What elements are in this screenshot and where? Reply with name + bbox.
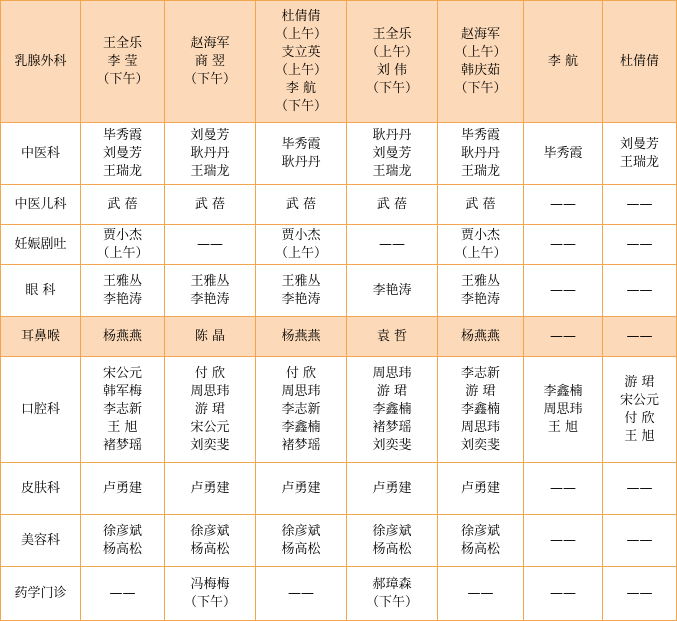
schedule-cell [603, 185, 677, 225]
doctor-entry: 贾小杰 [281, 227, 321, 243]
doctor-entry: —— [550, 480, 576, 496]
doctor-entry: 武 蓓 [465, 196, 496, 212]
department-name: 中医儿科 [1, 185, 81, 225]
department-name: 中医科 [1, 123, 81, 185]
doctor-entry: 冯梅梅 [190, 576, 230, 592]
schedule-cell [347, 357, 438, 463]
doctor-entry: 李鑫楠 [281, 419, 321, 435]
doctor-entry: 杜倩倩 [281, 8, 321, 24]
doctor-entry: 贾小杰 [460, 227, 500, 243]
doctor-entry: 武 蓓 [107, 196, 138, 212]
schedule-cell [81, 265, 165, 317]
schedule-cell [256, 1, 347, 123]
doctor-entry: —— [550, 282, 576, 298]
doctor-entry: 商 翌 [194, 53, 226, 69]
schedule-cell [81, 123, 165, 185]
schedule-cell [256, 317, 347, 357]
doctor-entry: 付 欣 [194, 365, 226, 381]
department-name: 美容科 [1, 515, 81, 567]
schedule-cell [603, 123, 677, 185]
doctor-entry: 李 航 [285, 80, 317, 96]
schedule-cell [603, 463, 677, 515]
doctor-entry: （下午） [365, 594, 418, 610]
doctor-entry: 周思玮 [281, 383, 321, 399]
department-name: 妊娠剧吐 [1, 225, 81, 265]
doctor-entry: —— [626, 236, 653, 252]
schedule-cell [256, 463, 347, 515]
schedule-cell [524, 185, 603, 225]
doctor-entry: 毕秀霞 [460, 127, 500, 143]
schedule-cell [438, 1, 524, 123]
doctor-entry: 王 旭 [547, 419, 579, 435]
schedule-cell [603, 357, 677, 463]
schedule-cell [256, 265, 347, 317]
schedule-cell [165, 123, 256, 185]
schedule-cell [603, 515, 677, 567]
doctor-entry: 武 蓓 [376, 196, 408, 212]
doctor-entry: 游 珺 [624, 374, 655, 390]
doctor-entry: （上午） [365, 44, 418, 60]
doctor-entry: 徐彦斌 [102, 523, 142, 539]
doctor-entry: —— [550, 196, 576, 212]
schedule-cell [256, 515, 347, 567]
doctor-entry: 宋公元 [190, 419, 230, 435]
doctor-entry: 李志新 [460, 365, 500, 381]
schedule-cell [81, 567, 165, 621]
doctor-entry: 武 蓓 [194, 196, 226, 212]
doctor-entry: 王 旭 [624, 428, 655, 444]
schedule-cell [256, 357, 347, 463]
schedule-cell [347, 225, 438, 265]
doctor-entry: 付 欣 [624, 410, 655, 426]
doctor-entry: 徐彦斌 [372, 523, 412, 539]
schedule-row [1, 1, 677, 123]
doctor-entry: 刘奕斐 [372, 437, 412, 453]
schedule-cell [524, 515, 603, 567]
doctor-entry: 卢勇建 [460, 480, 500, 496]
doctor-entry: 周思玮 [372, 365, 412, 381]
schedule-body [1, 1, 677, 621]
schedule-cell [165, 567, 256, 621]
schedule-cell [347, 185, 438, 225]
schedule-cell [165, 317, 256, 357]
schedule-cell [347, 567, 438, 621]
schedule-cell [165, 265, 256, 317]
doctor-entry: 杨燕燕 [102, 328, 142, 344]
doctor-entry: —— [197, 236, 223, 252]
department-name: 耳鼻喉 [1, 317, 81, 357]
doctor-entry: 韩军梅 [102, 383, 142, 399]
doctor-entry: 毕秀霞 [102, 127, 142, 143]
schedule-cell [347, 1, 438, 123]
doctor-entry: 赵海军 [460, 26, 500, 42]
doctor-entry: —— [550, 236, 576, 252]
schedule-cell [524, 357, 603, 463]
doctor-entry: （下午） [183, 71, 236, 87]
doctor-entry: 王瑞龙 [190, 163, 230, 179]
doctor-entry: 李鑫楠 [543, 383, 583, 399]
schedule-cell [256, 123, 347, 185]
schedule-cell [81, 357, 165, 463]
schedule-cell [347, 317, 438, 357]
schedule-row [1, 515, 677, 567]
doctor-entry: 徐彦斌 [460, 523, 500, 539]
doctor-entry: 王全乐 [372, 26, 412, 42]
doctor-entry: （下午） [454, 80, 507, 96]
schedule-cell [347, 515, 438, 567]
doctor-entry: 王全乐 [102, 35, 142, 51]
department-name: 眼 科 [1, 265, 81, 317]
doctor-entry: 郝璋森 [372, 576, 412, 592]
doctor-entry: 毕秀霞 [281, 136, 321, 152]
department-name: 皮肤科 [1, 463, 81, 515]
doctor-entry: 刘奕斐 [190, 437, 230, 453]
doctor-entry: 卢勇建 [281, 480, 321, 496]
schedule-cell [165, 185, 256, 225]
schedule-cell [256, 567, 347, 621]
schedule-cell [81, 225, 165, 265]
schedule-cell [524, 265, 603, 317]
schedule-cell [81, 1, 165, 123]
schedule-cell [81, 185, 165, 225]
doctor-entry: —— [626, 282, 653, 298]
doctor-entry: 游 珺 [465, 383, 496, 399]
doctor-entry: 游 珺 [194, 401, 226, 417]
schedule-cell [165, 515, 256, 567]
schedule-cell [438, 357, 524, 463]
doctor-entry: —— [550, 328, 576, 344]
doctor-entry: 周思玮 [190, 383, 230, 399]
doctor-entry: 褚梦瑶 [102, 437, 142, 453]
doctor-entry: 王雅丛 [281, 273, 321, 289]
schedule-cell [81, 317, 165, 357]
doctor-entry: 付 欣 [285, 365, 317, 381]
doctor-entry: —— [626, 532, 653, 548]
doctor-entry: 杨高松 [102, 541, 142, 557]
doctor-entry: 游 珺 [376, 383, 408, 399]
doctor-entry: 袁 哲 [376, 328, 408, 344]
doctor-entry: 杨高松 [190, 541, 230, 557]
schedule-cell [81, 515, 165, 567]
doctor-entry: 李 航 [547, 53, 579, 69]
schedule-cell [347, 463, 438, 515]
doctor-entry: （上午） [454, 44, 507, 60]
schedule-cell [81, 463, 165, 515]
doctor-entry: 李艳涛 [281, 291, 321, 307]
schedule-cell [603, 567, 677, 621]
schedule-row [1, 357, 677, 463]
doctor-entry: 刘曼芳 [190, 127, 230, 143]
doctor-entry: —— [626, 585, 653, 601]
doctor-entry: 毕秀霞 [543, 145, 583, 161]
doctor-entry: 耿丹丹 [190, 145, 230, 161]
doctor-entry: （下午） [274, 98, 327, 114]
doctor-entry: —— [626, 480, 653, 496]
doctor-entry: 武 蓓 [285, 196, 317, 212]
doctor-entry: 耿丹丹 [281, 154, 321, 170]
doctor-entry: 褚梦瑶 [281, 437, 321, 453]
schedule-cell [603, 225, 677, 265]
schedule-cell [524, 225, 603, 265]
doctor-entry: 李鑫楠 [460, 401, 500, 417]
schedule-row [1, 317, 677, 357]
schedule-cell [524, 123, 603, 185]
doctor-entry: 徐彦斌 [190, 523, 230, 539]
doctor-entry: （下午） [96, 71, 149, 87]
doctor-entry: 褚梦瑶 [372, 419, 412, 435]
doctor-entry: —— [550, 532, 576, 548]
schedule-cell [165, 1, 256, 123]
doctor-entry: 周思玮 [543, 401, 583, 417]
schedule-cell [603, 265, 677, 317]
schedule-cell [524, 317, 603, 357]
doctor-entry: （上午） [274, 62, 327, 78]
doctor-entry: 李艳涛 [372, 282, 412, 298]
schedule-cell [524, 463, 603, 515]
doctor-entry: 刘奕斐 [460, 437, 500, 453]
schedule-cell [603, 1, 677, 123]
doctor-entry: 宋公元 [619, 392, 659, 408]
doctor-entry: 王雅丛 [102, 273, 142, 289]
department-name: 药学门诊 [1, 567, 81, 621]
doctor-entry: 王瑞龙 [460, 163, 500, 179]
doctor-entry: 贾小杰 [102, 227, 142, 243]
department-name: 口腔科 [1, 357, 81, 463]
doctor-entry: —— [379, 236, 405, 252]
schedule-row [1, 463, 677, 515]
doctor-entry: （上午） [454, 245, 507, 261]
department-name: 乳腺外科 [1, 1, 81, 123]
doctor-entry: 赵海军 [190, 35, 230, 51]
schedule-row [1, 265, 677, 317]
doctor-entry: 韩庆茹 [460, 62, 500, 78]
schedule-row [1, 185, 677, 225]
doctor-entry: （下午） [183, 594, 236, 610]
schedule-cell [438, 567, 524, 621]
doctor-entry: 李志新 [281, 401, 321, 417]
schedule-cell [438, 225, 524, 265]
doctor-entry: —— [109, 585, 136, 601]
doctor-entry: 李 莹 [107, 53, 138, 69]
schedule-row [1, 123, 677, 185]
doctor-entry: 杨高松 [281, 541, 321, 557]
schedule-cell [347, 265, 438, 317]
doctor-entry: 李艳涛 [102, 291, 142, 307]
doctor-entry: 杨高松 [460, 541, 500, 557]
schedule-cell [524, 567, 603, 621]
schedule-cell [438, 317, 524, 357]
schedule-cell [438, 265, 524, 317]
schedule-cell [438, 123, 524, 185]
doctor-entry: 王瑞龙 [619, 154, 659, 170]
doctor-entry: 杨燕燕 [281, 328, 321, 344]
schedule-cell [256, 225, 347, 265]
doctor-entry: 王雅丛 [190, 273, 230, 289]
doctor-entry: —— [467, 585, 494, 601]
schedule-cell [256, 185, 347, 225]
doctor-entry: —— [626, 328, 653, 344]
doctor-entry: 李艳涛 [460, 291, 500, 307]
doctor-entry: —— [288, 585, 314, 601]
doctor-entry: —— [550, 585, 576, 601]
doctor-entry: 徐彦斌 [281, 523, 321, 539]
doctor-entry: （上午） [96, 245, 149, 261]
schedule-row [1, 225, 677, 265]
schedule-cell [347, 123, 438, 185]
doctor-entry: 卢勇建 [372, 480, 412, 496]
doctor-entry: 李志新 [102, 401, 142, 417]
doctor-entry: 王瑞龙 [102, 163, 142, 179]
doctor-entry: 卢勇建 [190, 480, 230, 496]
doctor-entry: 杨高松 [372, 541, 412, 557]
schedule-cell [165, 463, 256, 515]
doctor-entry: —— [626, 196, 653, 212]
doctor-entry: （上午） [274, 26, 327, 42]
doctor-entry: 刘曼芳 [619, 136, 659, 152]
schedule-cell [524, 1, 603, 123]
doctor-entry: 耿丹丹 [460, 145, 500, 161]
doctor-entry: 宋公元 [102, 365, 142, 381]
doctor-entry: 刘 伟 [376, 62, 408, 78]
doctor-entry: 杨燕燕 [460, 328, 500, 344]
doctor-entry: 杜倩倩 [619, 53, 659, 69]
doctor-entry: 刘曼芳 [102, 145, 142, 161]
doctor-entry: 王瑞龙 [372, 163, 412, 179]
doctor-entry: （下午） [365, 80, 418, 96]
doctor-entry: 王雅丛 [460, 273, 500, 289]
schedule-cell [603, 317, 677, 357]
doctor-entry: 支立英 [281, 44, 321, 60]
schedule-cell [438, 463, 524, 515]
doctor-entry: 王 旭 [107, 419, 138, 435]
doctor-entry: 刘曼芳 [372, 145, 412, 161]
doctor-entry: 周思玮 [460, 419, 500, 435]
doctor-entry: （上午） [274, 245, 327, 261]
schedule-cell [438, 515, 524, 567]
doctor-entry: 陈 晶 [194, 328, 226, 344]
schedule-cell [165, 225, 256, 265]
schedule-cell [438, 185, 524, 225]
schedule-row [1, 567, 677, 621]
doctor-entry: 李艳涛 [190, 291, 230, 307]
doctor-entry: 耿丹丹 [372, 127, 412, 143]
schedule-cell [165, 357, 256, 463]
doctor-entry: 李鑫楠 [372, 401, 412, 417]
doctor-entry: 卢勇建 [102, 480, 142, 496]
